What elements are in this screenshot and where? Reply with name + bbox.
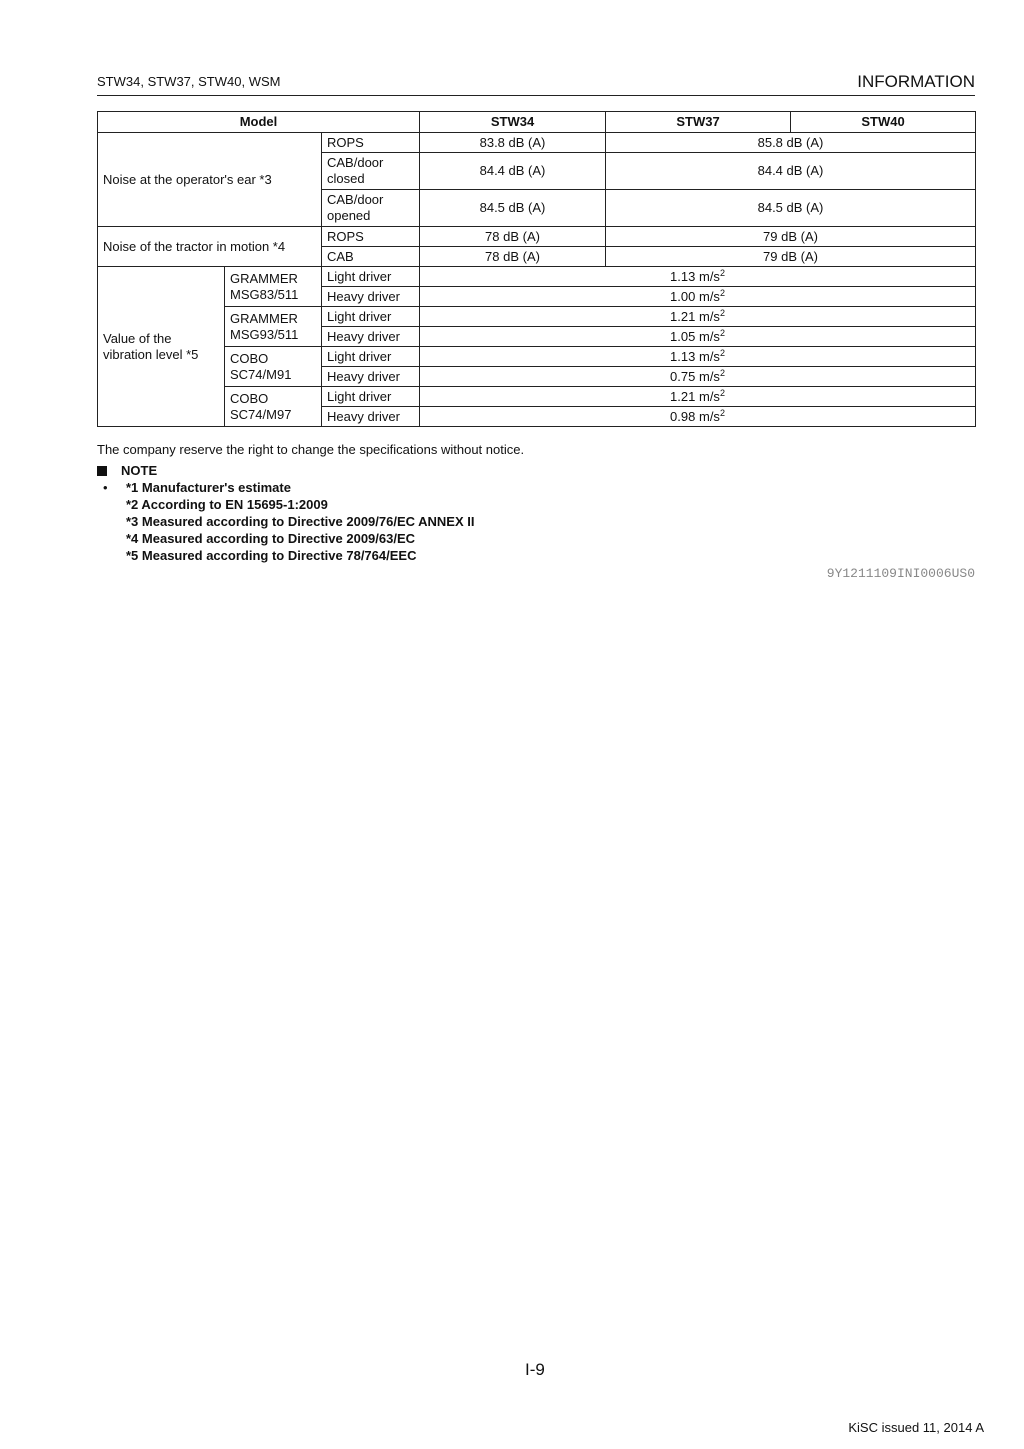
value-cell: 84.5 dB (A) bbox=[606, 190, 976, 227]
note-item: *5 Measured according to Directive 78/764/EEC bbox=[126, 548, 417, 563]
value-cell: 78 dB (A) bbox=[420, 247, 606, 267]
header-stw40: STW40 bbox=[791, 112, 976, 133]
table-row bbox=[98, 227, 976, 247]
driver-cell: Heavy driver bbox=[322, 367, 420, 387]
seat-name: COBO SC74/M91 bbox=[225, 347, 322, 387]
value-cell: 1.21 $m/s^2$ bbox=[420, 307, 976, 327]
value-cell: 1.13 $m/s^2$ bbox=[420, 347, 976, 367]
issue-info: KiSC issued 11, 2014 A bbox=[848, 1420, 984, 1435]
noise-ear-label: Noise at the operator's ear *3 bbox=[98, 133, 322, 227]
seat-name: GRAMMER MSG83/511 bbox=[225, 267, 322, 307]
document-code: 9Y1211109INI0006US0 bbox=[826, 566, 975, 581]
driver-cell: Heavy driver bbox=[322, 407, 420, 427]
section-title: INFORMATION bbox=[857, 72, 975, 91]
note-item: *4 Measured according to Directive 2009/63/EC bbox=[126, 531, 416, 546]
value-cell: 1.13 $m/s^2$ bbox=[420, 267, 976, 287]
driver-cell: Heavy driver bbox=[322, 327, 420, 347]
value-cell: 78 dB (A) bbox=[420, 227, 606, 247]
value-cell: 85.8 dB (A) bbox=[606, 133, 976, 153]
value-cell: 84.4 dB (A) bbox=[420, 153, 606, 190]
value-cell: 79 dB (A) bbox=[606, 227, 976, 247]
seat-name: GRAMMER MSG93/511 bbox=[225, 307, 322, 347]
square-bullet-icon bbox=[97, 466, 107, 476]
noise-motion-label: Noise of the tractor in motion *4 bbox=[98, 227, 322, 267]
note-list bbox=[97, 479, 475, 564]
disclaimer-text: The company reserve the right to change the specifications without notice. bbox=[97, 442, 525, 457]
condition-cell: CAB/door opened bbox=[322, 190, 420, 227]
note-heading: NOTE bbox=[97, 463, 157, 478]
value-cell: 84.5 dB (A) bbox=[420, 190, 606, 227]
header-divider bbox=[97, 95, 975, 96]
header-stw37: STW37 bbox=[606, 112, 791, 133]
driver-cell: Light driver bbox=[322, 387, 420, 407]
table-row bbox=[98, 387, 976, 407]
value-cell: 83.8 dB (A) bbox=[420, 133, 606, 153]
seat-name: COBO SC74/M97 bbox=[225, 387, 322, 427]
note-item: • *1 Manufacturer's estimate bbox=[97, 479, 475, 496]
condition-cell: ROPS bbox=[322, 133, 420, 153]
vibration-label: Value of the vibration level *5 bbox=[98, 267, 225, 427]
note-item: *2 According to EN 15695-1:2009 bbox=[126, 497, 328, 512]
header-stw34: STW34 bbox=[420, 112, 606, 133]
document-title: STW34, STW37, STW40, WSM bbox=[97, 74, 281, 89]
condition-cell: CAB bbox=[322, 247, 420, 267]
table-row bbox=[98, 347, 976, 367]
value-cell: 1.00 $m/s^2$ bbox=[420, 287, 976, 307]
driver-cell: Light driver bbox=[322, 267, 420, 287]
page-number: I-9 bbox=[525, 1360, 545, 1379]
driver-cell: Heavy driver bbox=[322, 287, 420, 307]
condition-cell: ROPS bbox=[322, 227, 420, 247]
table-row bbox=[98, 307, 976, 327]
specification-table bbox=[97, 111, 976, 427]
value-cell: 1.05 $m/s^2$ bbox=[420, 327, 976, 347]
note-item: *3 Measured according to Directive 2009/76/EC ANNEX II bbox=[126, 514, 475, 529]
table-row bbox=[98, 133, 976, 153]
value-cell: 84.4 dB (A) bbox=[606, 153, 976, 190]
condition-cell: CAB/door closed bbox=[322, 153, 420, 190]
value-cell: 0.75 $m/s^2$ bbox=[420, 367, 976, 387]
table-row bbox=[98, 267, 976, 287]
header-model: Model bbox=[98, 112, 420, 133]
driver-cell: Light driver bbox=[322, 307, 420, 327]
value-cell: 0.98 $m/s^2$ bbox=[420, 407, 976, 427]
driver-cell: Light driver bbox=[322, 347, 420, 367]
value-cell: 1.21 $m/s^2$ bbox=[420, 387, 976, 407]
value-cell: 79 dB (A) bbox=[606, 247, 976, 267]
